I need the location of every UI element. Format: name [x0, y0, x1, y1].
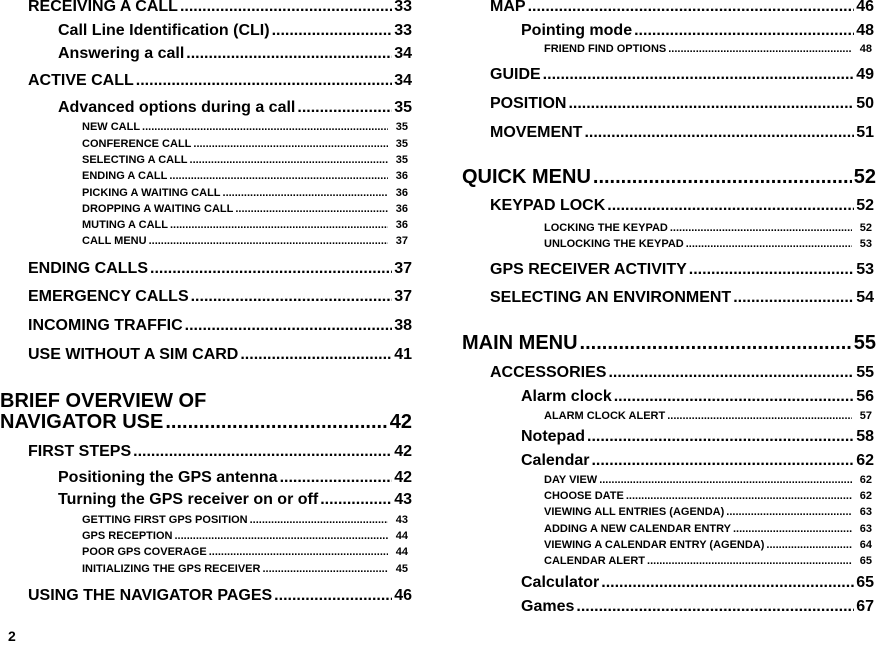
dot-leader	[170, 219, 388, 231]
toc-entry[interactable]	[28, 260, 412, 278]
toc-entry-page: 35	[395, 121, 408, 133]
toc-entry-page: 42	[394, 469, 412, 486]
toc-entry-page: 49	[856, 66, 874, 83]
toc-entry[interactable]	[58, 491, 412, 509]
toc-entry-title: UNLOCKING THE KEYPAD	[544, 238, 684, 250]
toc-entry-title: RECEIVING A CALL	[28, 0, 178, 15]
toc-entry-title: ACCESSORIES	[490, 364, 607, 381]
toc-entry-page: 35	[395, 138, 408, 150]
toc-entry-page: 46	[394, 587, 412, 604]
toc-entry-page: 62	[859, 474, 872, 486]
toc-entry[interactable]	[490, 66, 874, 84]
toc-entry-page: 55	[853, 332, 876, 354]
dot-leader	[223, 187, 388, 199]
dot-leader	[634, 22, 854, 40]
toc-section-entry[interactable]	[462, 332, 876, 355]
toc-entry-page: 45	[395, 563, 408, 575]
toc-entry-title: Answering a call	[58, 45, 185, 62]
toc-entry-title: POSITION	[490, 95, 567, 112]
toc-entry[interactable]	[82, 514, 408, 526]
dot-leader	[136, 72, 392, 90]
toc-entry[interactable]	[58, 45, 412, 63]
toc-entry[interactable]	[490, 364, 874, 382]
toc-entry-title: GPS RECEIVER ACTIVITY	[490, 261, 687, 278]
toc-entry-page: 35	[395, 154, 408, 166]
dot-leader	[584, 124, 854, 142]
toc-entry-title: GUIDE	[490, 66, 541, 83]
dot-leader	[235, 203, 387, 215]
toc-entry-title: GPS RECEPTION	[82, 530, 173, 542]
toc-entry-page: 53	[859, 238, 872, 250]
toc-entry-page: 36	[395, 187, 408, 199]
toc-entry[interactable]	[544, 43, 872, 55]
toc-entry-title: DROPPING A WAITING CALL	[82, 203, 234, 215]
toc-entry-page: 34	[394, 45, 412, 62]
toc-entry-title: Calendar	[521, 452, 590, 469]
toc-entry-page: 41	[394, 346, 412, 363]
dot-leader	[733, 523, 852, 535]
toc-entry-title: PICKING A WAITING CALL	[82, 187, 221, 199]
toc-entry-title: ALARM CLOCK ALERT	[544, 410, 666, 422]
toc-entry-page: 33	[394, 22, 412, 39]
toc-entry-page: 35	[394, 99, 412, 116]
section-title-line1: BRIEF OVERVIEW OF	[0, 390, 207, 412]
toc-entry[interactable]	[490, 197, 874, 215]
toc-entry-title: Turning the GPS receiver on or off	[58, 491, 319, 508]
toc-entry[interactable]	[58, 469, 412, 487]
toc-entry[interactable]	[82, 170, 408, 182]
toc-entry[interactable]	[28, 72, 412, 90]
dot-leader	[297, 99, 392, 117]
toc-entry-title: Games	[521, 598, 575, 615]
toc-entry-title: VIEWING ALL ENTRIES (AGENDA)	[544, 506, 725, 518]
toc-entry-title: Pointing mode	[521, 22, 633, 39]
toc-entry-page: 52	[856, 197, 874, 214]
toc-entry[interactable]	[82, 187, 408, 199]
toc-entry-title: ENDING A CALL	[82, 170, 168, 182]
toc-entry[interactable]	[82, 154, 408, 166]
toc-entry-page: 62	[856, 452, 874, 469]
dot-leader	[667, 410, 852, 422]
dot-leader	[626, 490, 852, 502]
page-number: 2	[8, 628, 16, 644]
toc-entry-page: 42	[389, 411, 412, 433]
dot-leader	[568, 95, 854, 113]
toc-entry[interactable]	[82, 203, 408, 215]
toc-entry-title: Notepad	[521, 428, 585, 445]
dot-leader	[647, 555, 852, 567]
dot-leader	[180, 0, 392, 16]
toc-entry-title: FIRST STEPS	[28, 443, 132, 460]
dot-leader	[587, 428, 854, 446]
dot-leader	[686, 238, 852, 250]
toc-entry-title: NEW CALL	[82, 121, 141, 133]
toc-entry-title: Positioning the GPS antenna	[58, 469, 278, 486]
toc-entry-title: CALENDAR ALERT	[544, 555, 646, 567]
dot-leader	[576, 598, 854, 616]
dot-leader	[190, 154, 388, 166]
toc-entry-page: 43	[394, 491, 412, 508]
toc-entry-title: Alarm clock	[521, 388, 612, 405]
toc-entry-title: ACTIVE CALL	[28, 72, 134, 89]
toc-entry-title: LOCKING THE KEYPAD	[544, 222, 668, 234]
toc-entry-title: ENDING CALLS	[28, 260, 148, 277]
toc-entry[interactable]	[490, 0, 874, 16]
toc-entry-page: 37	[394, 260, 412, 277]
dot-leader	[149, 235, 388, 247]
dot-leader	[608, 364, 854, 382]
toc-entry[interactable]	[544, 222, 872, 234]
toc-entry-title: POOR GPS COVERAGE	[82, 546, 207, 558]
dot-leader	[209, 546, 388, 558]
dot-leader	[614, 388, 854, 406]
toc-entry[interactable]	[28, 346, 412, 364]
dot-leader	[766, 539, 851, 551]
toc-entry[interactable]	[82, 546, 408, 558]
toc-entry[interactable]	[544, 523, 872, 535]
dot-leader	[591, 452, 854, 470]
toc-entry-title: USE WITHOUT A SIM CARD	[28, 346, 239, 363]
dot-leader	[670, 222, 852, 234]
dot-leader	[174, 530, 387, 542]
toc-entry[interactable]	[544, 506, 872, 518]
dot-leader	[185, 317, 393, 335]
dot-leader	[142, 121, 388, 133]
dot-leader	[593, 166, 852, 189]
toc-entry-title: DAY VIEW	[544, 474, 598, 486]
toc-entry-page: 63	[859, 506, 872, 518]
dot-leader	[169, 170, 387, 182]
toc-entry[interactable]	[28, 317, 412, 335]
section-title-line2: NAVIGATOR USE	[0, 411, 164, 433]
dot-leader	[274, 587, 392, 605]
toc-entry[interactable]	[28, 288, 412, 306]
toc-entry-page: 42	[394, 443, 412, 460]
toc-entry-page: 58	[856, 428, 874, 445]
toc-entry-title: Calculator	[521, 574, 600, 591]
dot-leader	[689, 261, 854, 279]
toc-entry-page: 51	[856, 124, 874, 141]
dot-leader	[668, 43, 852, 55]
toc-entry-title: CALL MENU	[82, 235, 147, 247]
toc-entry-title: MUTING A CALL	[82, 219, 168, 231]
toc-entry-page: 64	[859, 539, 872, 551]
dot-leader	[240, 346, 392, 364]
toc-entry-page: 44	[395, 530, 408, 542]
dot-leader	[543, 66, 855, 84]
toc-entry-page: 54	[856, 289, 874, 306]
dot-leader	[528, 0, 855, 16]
toc-entry[interactable]	[58, 22, 412, 40]
toc-entry-page: 36	[395, 203, 408, 215]
toc-entry-title: VIEWING A CALENDAR ENTRY (AGENDA)	[544, 539, 765, 551]
dot-leader	[601, 574, 854, 592]
toc-entry[interactable]	[521, 452, 874, 470]
dot-leader	[320, 491, 392, 509]
dot-leader	[165, 411, 387, 434]
toc-entry-title: ADDING A NEW CALENDAR ENTRY	[544, 523, 731, 535]
toc-entry[interactable]	[82, 121, 408, 133]
toc-entry-title: KEYPAD LOCK	[490, 197, 606, 214]
dot-leader	[607, 197, 854, 215]
toc-entry-page: 55	[856, 364, 874, 381]
toc-section-entry[interactable]	[462, 166, 876, 189]
toc-entry-title: GETTING FIRST GPS POSITION	[82, 514, 248, 526]
toc-entry[interactable]	[82, 219, 408, 231]
toc-entry[interactable]	[58, 99, 412, 117]
toc-entry[interactable]	[82, 235, 408, 247]
toc-entry[interactable]	[490, 289, 874, 307]
toc-entry-title: CHOOSE DATE	[544, 490, 624, 502]
toc-entry-title: MAP	[490, 0, 526, 15]
toc-entry[interactable]	[521, 428, 874, 446]
toc-entry[interactable]	[82, 563, 408, 575]
toc-entry-page: 67	[856, 598, 874, 615]
toc-entry-page: 50	[856, 95, 874, 112]
toc-entry-page: 52	[859, 222, 872, 234]
dot-leader	[150, 260, 392, 278]
toc-entry-page: 48	[856, 22, 874, 39]
toc-entry-page: 44	[395, 546, 408, 558]
toc-entry-title: MOVEMENT	[490, 124, 583, 141]
toc-entry-title: CONFERENCE CALL	[82, 138, 192, 150]
dot-leader	[733, 289, 854, 307]
toc-entry-page: 36	[395, 219, 408, 231]
toc-entry[interactable]	[521, 598, 874, 616]
dot-leader	[280, 469, 393, 487]
toc-entry-page: 33	[394, 0, 412, 15]
toc-entry-title: SELECTING AN ENVIRONMENT	[490, 289, 732, 306]
toc-entry[interactable]	[544, 238, 872, 250]
toc-entry[interactable]	[28, 0, 412, 16]
toc-entry[interactable]	[521, 574, 874, 592]
toc-entry-page: 37	[394, 288, 412, 305]
toc-entry[interactable]	[544, 555, 872, 567]
toc-entry-title: USING THE NAVIGATOR PAGES	[28, 587, 273, 604]
toc-entry-title: QUICK MENU	[462, 166, 591, 188]
toc-entry[interactable]	[28, 443, 412, 461]
toc-entry-page: 34	[394, 72, 412, 89]
toc-entry-title: SELECTING A CALL	[82, 154, 188, 166]
toc-entry[interactable]	[521, 388, 874, 406]
toc-entry-page: 53	[856, 261, 874, 278]
toc-entry-page: 48	[859, 43, 872, 55]
toc-entry[interactable]	[544, 474, 872, 486]
toc-entry-page: 62	[859, 490, 872, 502]
toc-entry-title: EMERGENCY CALLS	[28, 288, 189, 305]
dot-leader	[580, 332, 852, 355]
dot-leader	[272, 22, 393, 40]
toc-entry[interactable]	[544, 539, 872, 551]
toc-entry[interactable]	[544, 410, 872, 422]
toc-entry-page: 52	[853, 166, 876, 188]
toc-entry[interactable]	[82, 530, 408, 542]
toc-entry-title: Call Line Identification (CLI)	[58, 22, 270, 39]
dot-leader	[726, 506, 851, 518]
toc-entry-page: 56	[856, 388, 874, 405]
toc-entry-page: 38	[394, 317, 412, 334]
toc-entry-title: Advanced options during a call	[58, 99, 296, 116]
dot-leader	[191, 288, 393, 306]
toc-entry-page: 43	[395, 514, 408, 526]
toc-entry-title: FRIEND FIND OPTIONS	[544, 43, 667, 55]
toc-section-entry[interactable]	[0, 411, 412, 434]
toc-entry-page: 46	[856, 0, 874, 15]
toc-entry-page: 63	[859, 523, 872, 535]
toc-entry-page: 65	[856, 574, 874, 591]
dot-leader	[193, 138, 387, 150]
dot-leader	[250, 514, 388, 526]
toc-entry-page: 65	[859, 555, 872, 567]
dot-leader	[133, 443, 392, 461]
toc-entry-title: MAIN MENU	[462, 332, 578, 354]
toc-entry[interactable]	[28, 587, 412, 605]
toc-entry[interactable]	[544, 490, 872, 502]
toc-entry[interactable]	[521, 22, 874, 40]
toc-entry-title: INCOMING TRAFFIC	[28, 317, 183, 334]
dot-leader	[262, 563, 387, 575]
toc-entry[interactable]	[490, 261, 874, 279]
toc-entry[interactable]	[490, 124, 874, 142]
toc-entry-page: 37	[395, 235, 408, 247]
toc-entry-page: 36	[395, 170, 408, 182]
toc-entry[interactable]	[82, 138, 408, 150]
toc-entry-title: INITIALIZING THE GPS RECEIVER	[82, 563, 261, 575]
toc-entry-page: 57	[859, 410, 872, 422]
toc-entry[interactable]	[490, 95, 874, 113]
dot-leader	[599, 474, 852, 486]
dot-leader	[186, 45, 392, 63]
